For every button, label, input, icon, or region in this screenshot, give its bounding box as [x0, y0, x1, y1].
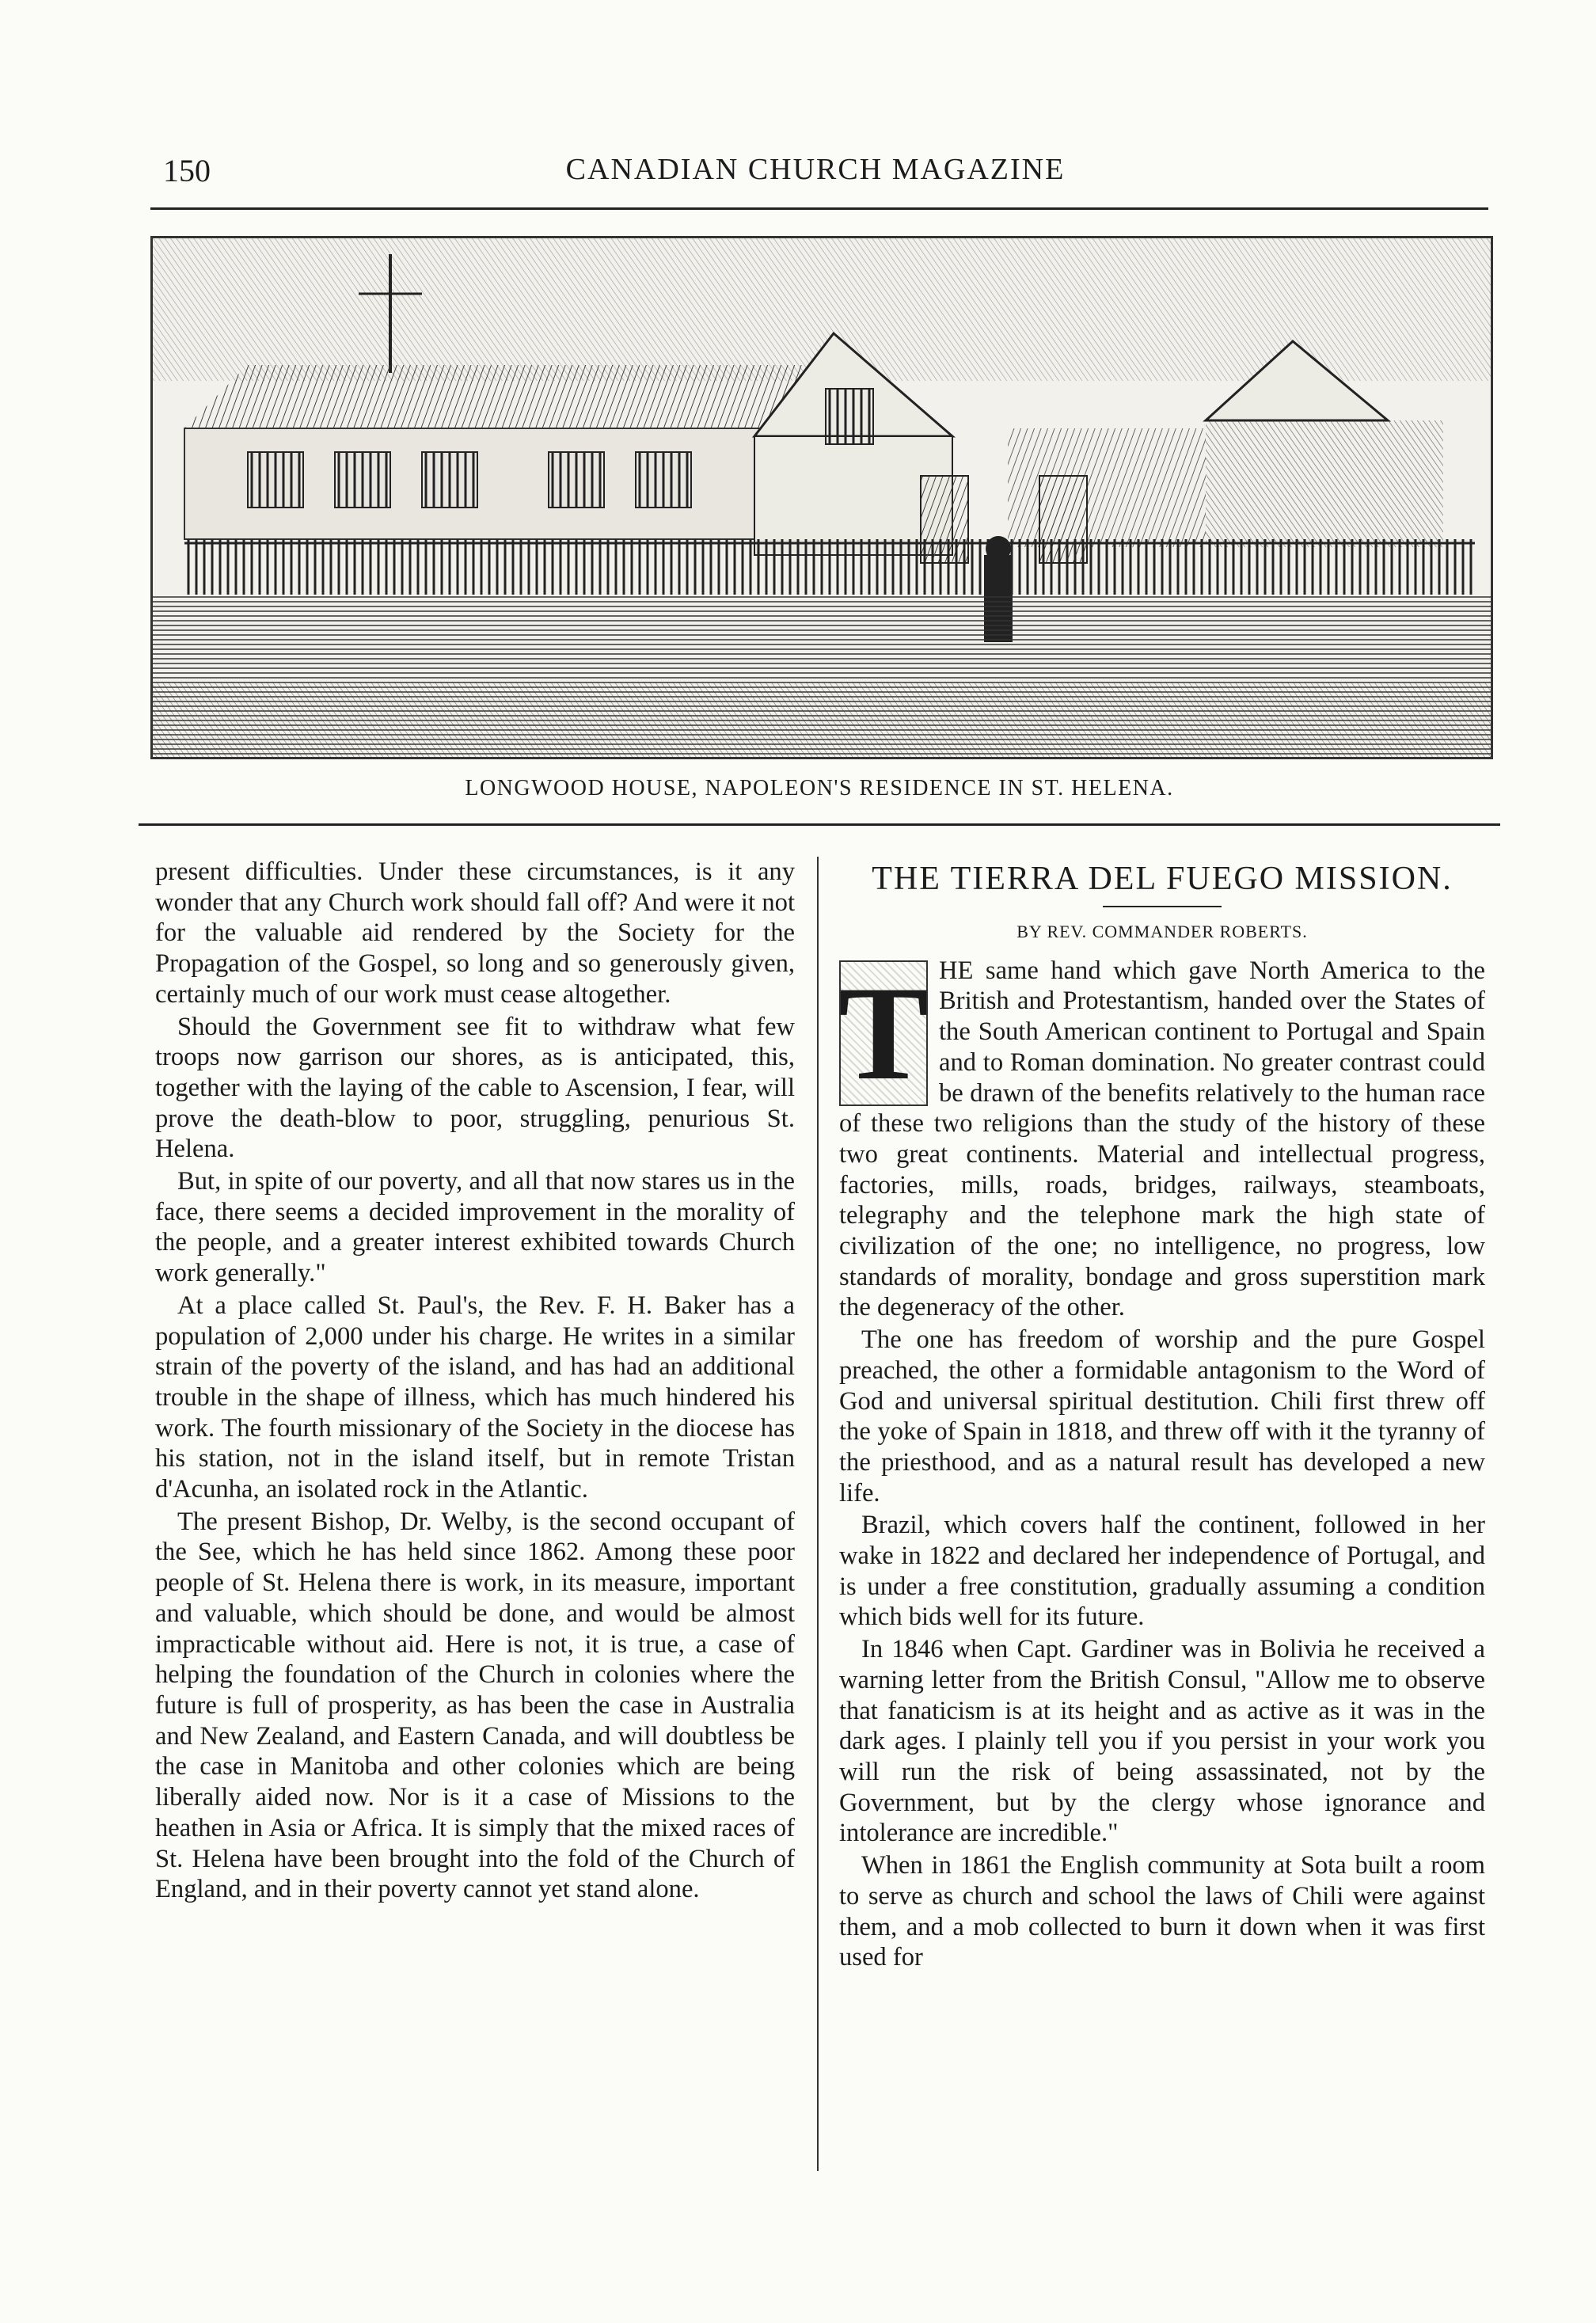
paragraph: When in 1861 the English community at Sota built a room to serve as church and school the laws of Chili were against them, and a mob collected to burn it down when it was first used for [839, 1851, 1485, 1972]
caption-rule [139, 823, 1500, 826]
longwood-house-engraving [150, 236, 1493, 759]
paragraph: present difficulties. Under these circumstances, is it any wonder that any Church work should fall off? And were it not for the valuable aid rendered by the Society for the Propagation of the Gospel, so long and so generously given, certainly much of our work must cease altogether. [155, 857, 795, 1009]
running-title: CANADIAN CHURCH MAGAZINE [565, 153, 1066, 186]
column-divider [817, 857, 819, 2171]
paragraph: At a place called St. Paul's, the Rev. F. H. Baker has a population of 2,000 under his charge. He writes in a similar strain of the poverty of the island, and has had an additional trouble in the shape of illness, which has much hindered his work. The fourth missionary of the Society in the diocese has his station, not in the island itself, but in remote Tristan d'Acunha, an isolated rock in the Atlantic. [155, 1291, 795, 1504]
first-paragraph [839, 956, 1485, 1323]
first-paragraph-text: HE same hand which gave North America to the British and Protestantism, handed over the States of the South American continent to Portugal and Spain and to Roman domination. No greater contrast could be drawn of the benefits relatively to the human race of these two religions than the study of the history of these two great continents. Material and intellectual progress, factories, mills, roads, bridges, railways, steamboats, telegraphy and the telephone mark the high state of civilization of the one; no intelligence, no progress, low standards of morality, bondage and gross superstition mark the degeneracy of the other. [839, 956, 1485, 1322]
page-number: 150 [163, 153, 211, 188]
title-rule [1103, 906, 1222, 907]
header-rule [150, 207, 1488, 210]
right-column [839, 857, 1485, 1973]
article-byline: BY REV. COMMANDER ROBERTS. [1016, 922, 1308, 941]
paragraph: Brazil, which covers half the continent, followed in her wake in 1822 and declared her independence of Portugal, and is under a free constitution, gradually assuming a condition which bids well for its future. [839, 1511, 1485, 1632]
illustration-caption: LONGWOOD HOUSE, NAPOLEON'S RESIDENCE IN ST. HELENA. [465, 776, 1174, 800]
paragraph: The present Bishop, Dr. Welby, is the second occupant of the See, which he has held since 1862. Among these poor people of St. Helena there is work, in its measure, important and valuable, which should be done, and would be almost impracticable without aid. Here is not, it is true, a case of helping the foundation of the Church in colonies where the future is full of prosperity, as has been the case in Australia and New Zealand, and Eastern Canada, and will doubtless be the case in Manitoba and other colonies which are being liberally aided now. Nor is it a case of Missions to the heathen in Asia or Africa. It is simply that the mixed races of St. Helena have been brought into the fold of the Church of England, and in their poverty cannot yet stand alone. [155, 1507, 795, 1904]
paragraph: But, in spite of our poverty, and all that now stares us in the face, there seems a decided improvement in the morality of the people, and a greater interest exhibited towards Church work generally." [155, 1167, 795, 1288]
article-title: THE TIERRA DEL FUEGO MISSION. [872, 861, 1453, 897]
drop-cap: T [838, 958, 929, 1108]
paragraph: In 1846 when Capt. Gardiner was in Bolivia he received a warning letter from the British Consul, "Allow me to observe that fanaticism is at its height and as active as it was in the dark ages. I plainly tell you if you persist in your work you will run the risk of being assassinated, not by the Government, but by the clergy whose ignorance and intolerance are incredible." [839, 1635, 1485, 1848]
paragraph: The one has freedom of worship and the pure Gospel preached, the other a formidable antagonism to the Word of God and universal spiritual destitution. Chili first threw off the yoke of Spain in 1818, and threw off with it the tyranny of the priesthood, and as a natural result has developed a new life. [839, 1325, 1485, 1507]
paragraph: Should the Government see fit to withdraw what few troops now garrison our shores, as is anticipated, this, together with the laying of the cable to Ascension, I fear, will prove the death-blow to poor, struggling, penurious St. Helena. [155, 1012, 795, 1164]
left-column [155, 857, 795, 1905]
page-header [150, 152, 1480, 192]
